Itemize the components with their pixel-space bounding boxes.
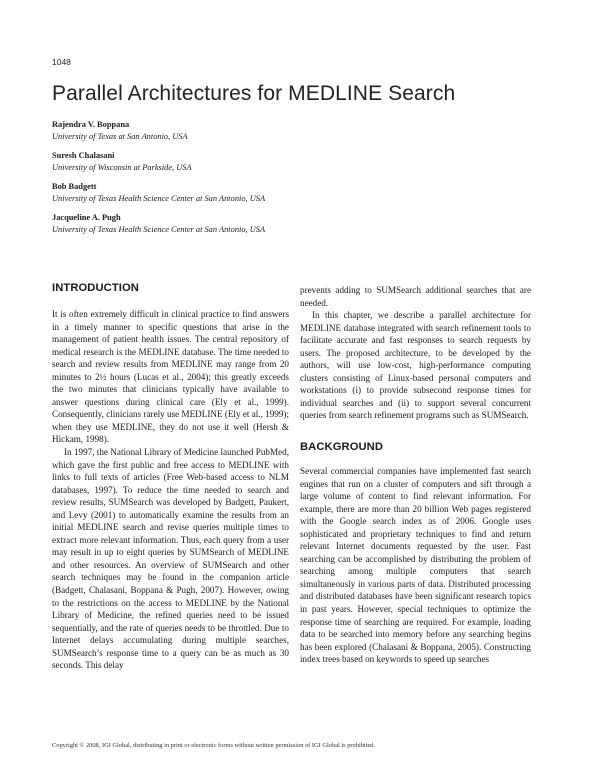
page-number: 1048 <box>52 57 71 67</box>
author-entry <box>52 150 552 181</box>
background-heading: BACKGROUND <box>300 441 384 454</box>
author-affiliation: University of Texas Health Science Center at San Antonio, USA <box>52 225 266 234</box>
copyright-notice: Copyright © 2008, IGI Global, distributing in print or electronic forms without written permission of IGI Global is prohibited. <box>52 742 376 749</box>
author-entry <box>52 181 552 212</box>
introduction-heading: INTRODUCTION <box>52 282 139 294</box>
article-title: Parallel Architectures for MEDLINE Search <box>52 82 456 105</box>
introduction-paragraph-2: In 1997, the National Library of Medicine launched PubMed, which gave the first public and free access to MEDLINE with links to full texts of articles (Free Web-based access to NLM databases, 1997). To reduce the time needed to search and review results, SUMSearch was developed by Badgett, Paukert, and Levy (2001) to automatically examine the results from an initial MEDLINE search and revise queries multiple times to extract more relevant information. Thus, each query from a user may result in up to eight queries by SUMSearch of MEDLINE and other resources. An overview of SUMSearch and other search techniques may be found in the companion article (Badgett, Chalasani, Boppana & Pugh, 2007). However, owing to the restrictions on the access to MEDLINE by the National Library of Medicine, the refined queries need to be issued sequentially, and the rate of queries needs to be throttled. Due to Internet delays accumulating during multiple searches, SUMSearch’s response time to a query can be as much as 30 seconds. This delay <box>52 447 289 671</box>
introduction-paragraph-3: prevents adding to SUMSearch additional searches that are needed. <box>300 285 531 308</box>
author-affiliation: University of Wisconsin at Parkside, USA <box>52 163 192 172</box>
author-name: Rajendra V. Boppana <box>52 120 130 129</box>
author-affiliation: University of Texas at San Antonio, USA <box>52 132 188 141</box>
author-list <box>52 119 552 243</box>
author-affiliation: University of Texas Health Science Center at San Antonio, USA <box>52 194 266 203</box>
left-column <box>52 280 289 672</box>
right-column <box>300 284 531 666</box>
author-name: Jacqueline A. Pugh <box>52 213 121 222</box>
introduction-paragraph-1: It is often extremely difficult in clinical practice to find answers in a timely manner to specific questions that arise in the management of patient health issues. The central repository of medical research is the MEDLINE database. The time needed to search and review results from MEDLINE may range from 20 minutes to 2½ hours (Lucas et al., 2004); this greatly exceeds the two minutes that clinicians typically have available to answer questions during clinical care (Ely et al., 1999). Consequently, clinicians rarely use MEDLINE (Ely et al., 1999); when they use MEDLINE, they do not use it well (Hersh & Hickam, 1998). <box>52 309 289 445</box>
introduction-paragraph-4: In this chapter, we describe a parallel architecture for MEDLINE database integrated with search refinement tools to facilitate accurate and fast responses to search requests by users. The proposed architecture, to be developed by the authors, will use low-cost, high-performance computing clusters consisting of Linux-based personal computers and workstations (i) to provide subsecond response times for individual searches and (ii) to support several concurrent queries from search refinement programs such as SUMSearch. <box>300 310 531 421</box>
author-name: Bob Badgett <box>52 182 97 191</box>
author-entry <box>52 212 552 243</box>
author-name: Suresh Chalasani <box>52 151 115 160</box>
author-entry <box>52 119 552 150</box>
background-paragraph-1: Several commercial companies have implemented fast search engines that run on a cluster of computers and sift through a large volume of content to find relevant information. For example, there are more than 20 billion Web pages registered with the Google search index as of 2006. Google uses sophisticated and proprietary techniques to find and return relevant Internet documents requested by the user. Fast searching can be accomplished by distributing the problem of searching among multiple computers that search simultaneously in various parts of data. Distributed processing and distributed databases have been significant research topics in past years. However, special techniques to optimize the response time of searching are required. For example, loading data to be searched into memory before any searching begins has been explored (Chalasani & Boppana, 2005). Constructing index trees based on keywords to speed up searches <box>300 466 531 665</box>
